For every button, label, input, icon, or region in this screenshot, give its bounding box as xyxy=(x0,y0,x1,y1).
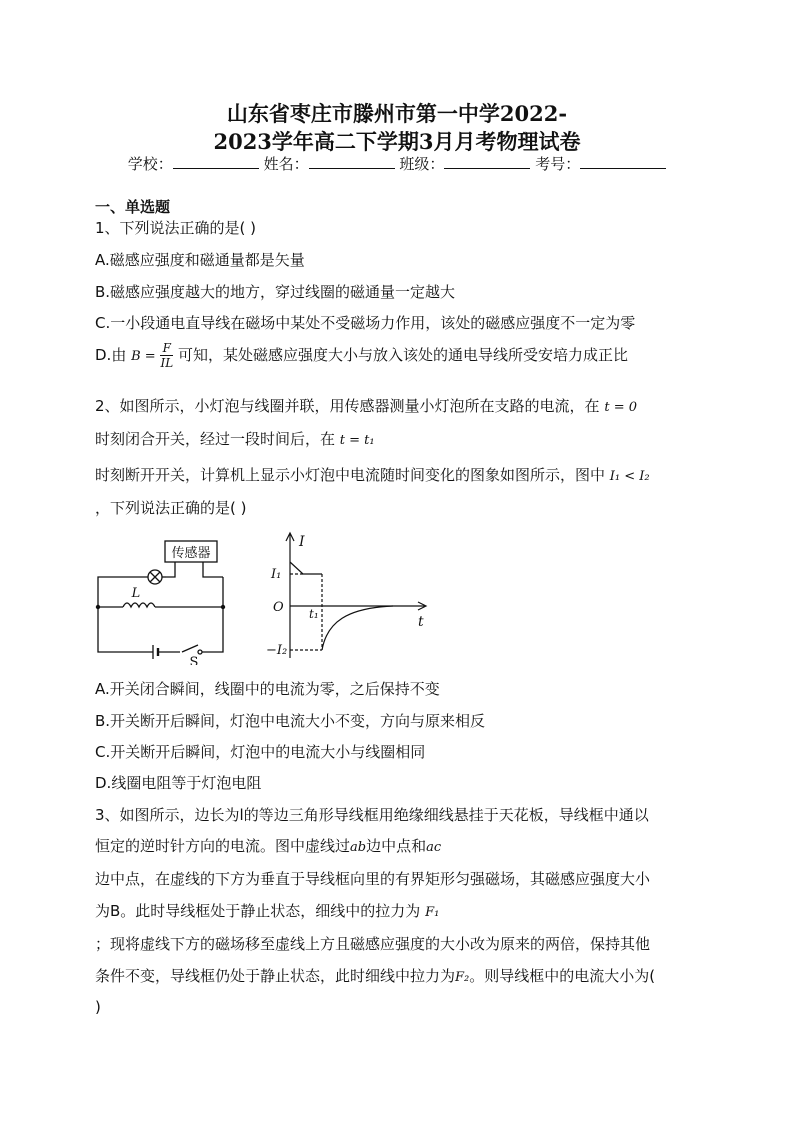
switch-contact xyxy=(198,650,202,654)
q2-line1-text: 2、如图所示，小灯泡与线圈并联，用传感器测量小灯泡所在支路的电流，在 xyxy=(95,397,600,415)
q2-line2-text: 时刻闭合开关，经过一段时间后，在 xyxy=(95,430,336,448)
q1-d-formula-lhs: B = xyxy=(131,349,156,364)
q3-line6-text-b: 。则导线框中的电流大小为( xyxy=(469,967,656,985)
q3-line1: 3、如图所示，边长为l的等边三角形导线框用绝缘细线悬挂于天花板，导线框中通以 xyxy=(95,806,649,824)
q3-line2-text-a: 恒定的逆时针方向的电流。图中虚线过 xyxy=(95,837,351,855)
q2-line3-text: 时刻断开开关，计算机上显示小灯泡中电流随时间变化的图象如图所示，图中 xyxy=(95,466,606,484)
q3-line4-text: 为B。此时导线框处于静止状态，细线中的拉力为 xyxy=(95,902,421,920)
q3-ac-symbol: ac xyxy=(426,840,442,855)
t1-label: t₁ xyxy=(309,607,319,621)
fraction-denominator: IL xyxy=(160,356,174,370)
name-blank xyxy=(309,156,395,169)
q3-line4 xyxy=(95,900,439,921)
q2-option-d: D.线圈电阻等于灯泡电阻 xyxy=(95,774,262,792)
q2-line2 xyxy=(95,428,375,449)
q2-option-c: C.开关断开后瞬间，灯泡中的电流大小与线圈相同 xyxy=(95,743,426,761)
q1-option-c: C.一小段通电直导线在磁场中某处不受磁场力作用，该处的磁感应强度不一定为零 xyxy=(95,314,636,332)
q3-line2-text-b: 边中点和 xyxy=(366,837,427,855)
sensor-lead-right xyxy=(203,562,223,577)
page-title-line1: 山东省枣庄市滕州市第一中学2022- xyxy=(226,101,568,126)
q3-line5: ；现将虚线下方的磁场移至虚线上方且磁感应强度的大小改为原来的两倍，保持其他 xyxy=(95,935,651,953)
student-info-row xyxy=(0,153,794,174)
current-decay xyxy=(322,606,393,650)
switch-label: S xyxy=(189,655,199,665)
q3-line3: 边中点，在虚线的下方为垂直于导线框向里的有界矩形匀强磁场，其磁感应强度大小 xyxy=(95,870,651,888)
q2-line1 xyxy=(95,395,637,416)
current-time-graph xyxy=(265,530,435,665)
x-axis-label: t xyxy=(418,614,424,630)
inductor-label: L xyxy=(131,586,141,601)
q2-option-a: A.开关闭合瞬间，线圈中的电流为零，之后保持不变 xyxy=(95,680,440,698)
sensor-label: 传感器 xyxy=(171,546,211,561)
school-blank xyxy=(173,156,259,169)
q3-line6-text-a: 条件不变，导线框仍处于静止状态，此时细线中拉力为 xyxy=(95,967,456,985)
q2-line3 xyxy=(95,464,650,485)
neg-i2-label: −I₂ xyxy=(266,643,288,658)
class-label: 班级： xyxy=(399,155,445,173)
q2-line4: ，下列说法正确的是( ) xyxy=(95,499,247,517)
junction-left xyxy=(96,605,100,609)
q1-option-a: A.磁感应强度和磁通量都是矢量 xyxy=(95,251,305,269)
q2-line2-math: t = t₁ xyxy=(339,433,375,448)
i1-label: I₁ xyxy=(271,567,282,582)
q1-d-prefix: D.由 xyxy=(95,346,127,364)
number-label: 考号： xyxy=(535,155,581,173)
number-blank xyxy=(580,156,666,169)
switch-blade xyxy=(182,645,198,652)
q1-d-suffix: 可知，某处磁感应强度大小与放入该处的通电导线所受安培力成正比 xyxy=(177,346,628,364)
q1-stem: 1、下列说法正确的是( ) xyxy=(95,219,257,237)
page-title-line2: 2023学年高二下学期3月月考物理试卷 xyxy=(213,129,581,154)
y-axis-label: I xyxy=(299,534,305,550)
inductor-coil xyxy=(123,603,155,607)
fraction-numerator: F xyxy=(160,341,173,356)
q2-option-b: B.开关断开后瞬间，灯泡中电流大小不变，方向与原来相反 xyxy=(95,712,486,730)
name-label: 姓名： xyxy=(263,155,309,173)
bottom-wire-right xyxy=(202,607,223,652)
q2-line3-math: I₁ < I₂ xyxy=(609,469,650,484)
school-label: 学校： xyxy=(127,155,173,173)
q1-d-fraction xyxy=(160,341,173,370)
circuit-diagram xyxy=(95,535,235,665)
q3-line6 xyxy=(95,965,655,986)
section-title: 一、单选题 xyxy=(95,198,171,216)
top-wire-left xyxy=(98,577,148,607)
q1-option-d xyxy=(95,341,628,370)
q2-line1-math: t = 0 xyxy=(604,400,637,415)
q3-f2-symbol: F₂ xyxy=(455,970,470,985)
q3-ab-symbol: ab xyxy=(350,840,367,855)
junction-right xyxy=(221,605,225,609)
origin-label: O xyxy=(273,600,284,615)
current-rise xyxy=(290,562,322,574)
q3-line7: ) xyxy=(95,998,101,1016)
left-wire-bottom xyxy=(98,607,153,652)
q3-f1-symbol: F₁ xyxy=(425,905,440,920)
q3-line2 xyxy=(95,835,441,856)
q1-option-b: B.磁感应强度越大的地方，穿过线圈的磁通量一定越大 xyxy=(95,283,456,301)
sensor-lead-left xyxy=(166,562,175,577)
class-blank xyxy=(444,156,530,169)
